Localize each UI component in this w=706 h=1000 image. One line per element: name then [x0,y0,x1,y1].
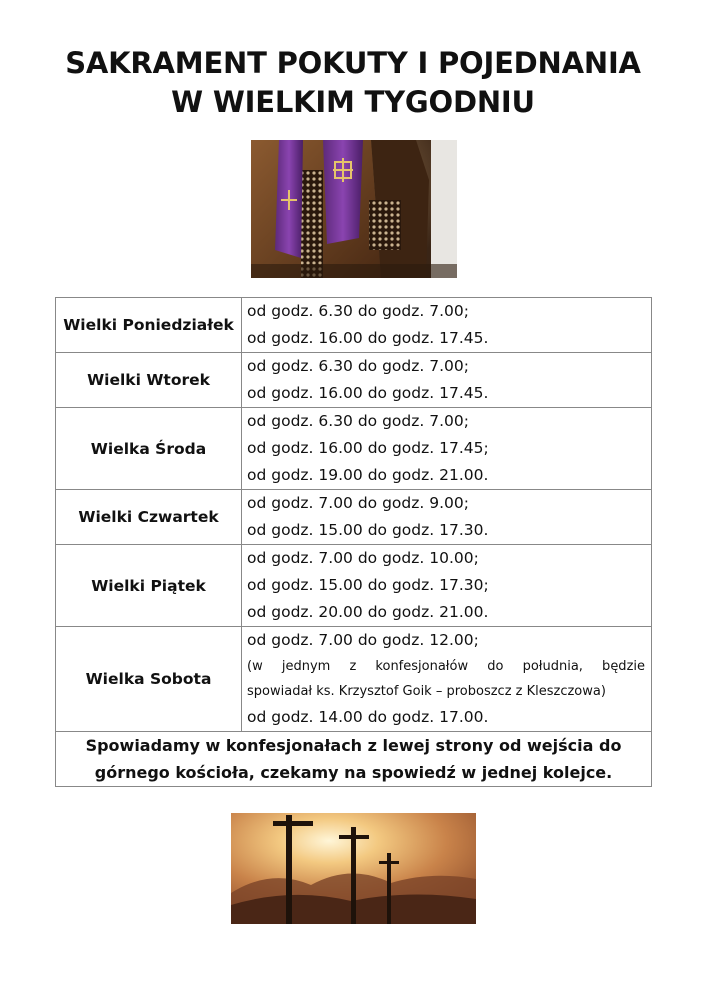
day-name: Wielka Środa [56,408,242,490]
hours-line: od godz. 7.00 do godz. 12.00; [247,631,479,649]
hours-note-line-2: spowiadał ks. Krzysztof Goik – proboszcz z Kleszczowa) [247,684,606,699]
crosses-sunset-photo [231,813,476,924]
title-line-1: SAKRAMENT POKUTY I POJEDNANIA [65,46,641,80]
footer-note [56,732,652,787]
day-name: Wielka Sobota [56,627,242,732]
hours-line: od godz. 6.30 do godz. 7.00; [247,412,469,430]
hours-cell [242,298,652,353]
schedule-row [56,298,652,353]
schedule-row [56,627,652,732]
hours-note-line-1: (w jednym z konfesjonałów do południa, będzie [247,659,645,674]
hours-line: od godz. 16.00 do godz. 17.45. [247,329,489,347]
hours-line: od godz. 19.00 do godz. 21.00. [247,466,489,484]
hours-line: od godz. 14.00 do godz. 17.00. [247,708,489,726]
hours-cell [242,408,652,490]
hours-line: od godz. 16.00 do godz. 17.45; [247,439,489,457]
schedule-row [56,408,652,490]
hours-cell [242,353,652,408]
hours-line: od godz. 16.00 do godz. 17.45. [247,384,489,402]
day-name: Wielki Poniedziałek [56,298,242,353]
hours-line: od godz. 6.30 do godz. 7.00; [247,357,469,375]
day-name: Wielki Piątek [56,545,242,627]
confessional-photo [251,140,457,278]
hours-cell [242,545,652,627]
hours-line: od godz. 6.30 do godz. 7.00; [247,302,469,320]
hours-cell [242,627,652,732]
schedule-row [56,490,652,545]
hours-line: od godz. 15.00 do godz. 17.30; [247,576,489,594]
hours-line: od godz. 15.00 do godz. 17.30. [247,521,489,539]
schedule-row [56,353,652,408]
confession-schedule-table [55,297,652,787]
page-title [0,44,706,122]
footer-line-2: górnego kościoła, czekamy na spowiedź w jednej kolejce. [94,763,613,782]
footer-line-1: Spowiadamy w konfesjonałach z lewej strony od wejścia do [85,736,622,755]
schedule-row [56,545,652,627]
day-name: Wielki Wtorek [56,353,242,408]
hours-cell [242,490,652,545]
title-line-2: W WIELKIM TYGODNIU [171,85,535,119]
day-name: Wielki Czwartek [56,490,242,545]
hours-line: od godz. 7.00 do godz. 9.00; [247,494,469,512]
hours-line: od godz. 7.00 do godz. 10.00; [247,549,479,567]
footer-row [56,732,652,787]
hours-line: od godz. 20.00 do godz. 21.00. [247,603,489,621]
